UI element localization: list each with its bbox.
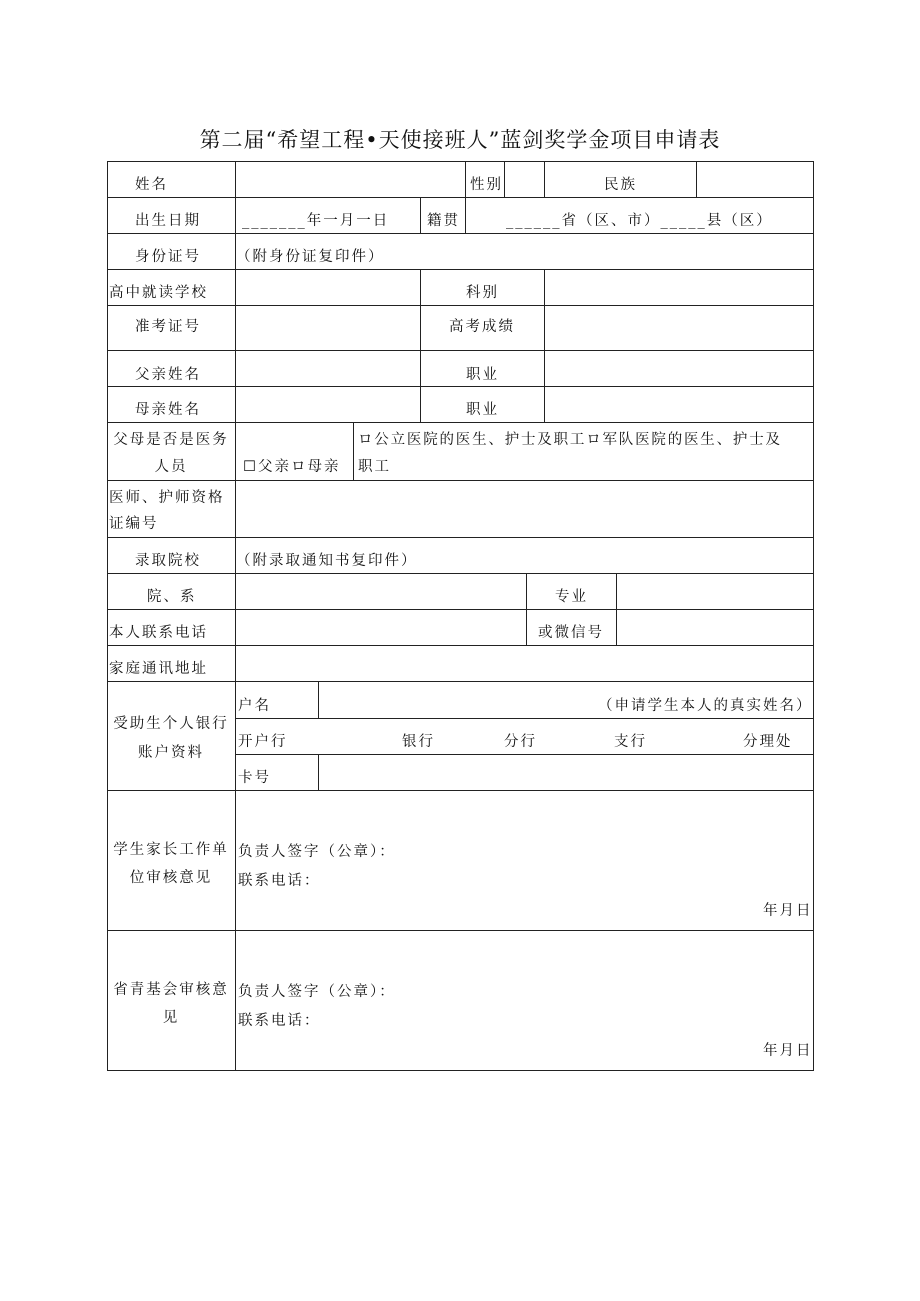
col-divider	[696, 161, 697, 197]
row-divider	[107, 930, 814, 931]
row-divider	[235, 718, 814, 719]
employer-review-label-line1: 学生家长工作单	[113, 842, 229, 858]
row-divider	[107, 480, 814, 481]
col-divider	[420, 197, 421, 233]
row-divider	[107, 305, 814, 306]
account-name-note: （申请学生本人的真实姓名）	[598, 698, 813, 714]
birth-date-label: 出生日期	[135, 213, 201, 229]
row-divider	[107, 537, 814, 538]
mother-occupation-label: 职业	[466, 402, 499, 418]
row-divider	[107, 422, 814, 423]
table-border-left	[107, 161, 108, 1071]
medical-parent-label-line2: 人员	[154, 459, 188, 475]
exam-score-label: 高考成绩	[449, 319, 515, 335]
native-place-blank: ______省（区、市）_____县（区）	[506, 213, 773, 229]
table-border-top	[107, 161, 814, 162]
father-occupation-label: 职业	[466, 367, 499, 383]
col-divider	[465, 197, 466, 233]
row-divider	[107, 573, 814, 574]
admission-notice-note: （附录取通知书复印件）	[236, 553, 418, 569]
bank-branch-label: 开户行	[238, 734, 288, 750]
row-divider	[235, 754, 814, 755]
label-column-divider	[235, 161, 236, 1071]
id-number-label: 身份证号	[135, 249, 201, 265]
row-divider	[107, 609, 814, 610]
col-divider	[353, 422, 354, 480]
bank-info-label-line2: 账户资料	[138, 745, 204, 761]
gender-label: 性别	[470, 177, 503, 193]
row-divider	[107, 269, 814, 270]
medical-parent-checkboxes[interactable]: ☐父亲ロ母亲	[243, 459, 341, 475]
table-border-right	[813, 161, 814, 1071]
col-divider	[465, 161, 466, 197]
employer-date-line: 年月日	[763, 903, 813, 919]
row-divider	[107, 350, 814, 351]
province-date-line: 年月日	[763, 1043, 813, 1059]
name-label: 姓名	[135, 177, 168, 193]
medical-parent-label-line1: 父母是否是医务	[113, 432, 229, 448]
birth-date-blank: _______年一月一日	[242, 213, 390, 229]
id-copy-note: （附身份证复印件）	[236, 249, 385, 265]
account-name-label: 户名	[238, 698, 271, 714]
col-divider	[420, 269, 421, 422]
high-school-label: 高中就读学校	[109, 285, 208, 301]
col-divider	[616, 573, 617, 645]
father-name-label: 父亲姓名	[135, 367, 201, 383]
table-border-bottom	[107, 1070, 814, 1071]
col-divider	[526, 573, 527, 645]
row-divider	[107, 233, 814, 234]
province-phone-line: 联系电话：	[238, 1013, 321, 1029]
department-label: 院、系	[147, 589, 197, 605]
admitted-college-label: 录取院校	[135, 553, 201, 569]
home-address-label: 家庭通讯地址	[109, 661, 208, 677]
row-divider	[107, 790, 814, 791]
subbranch-word: 支行	[614, 734, 647, 750]
province-signature-line: 负责人签字（公章）：	[238, 984, 396, 1000]
subject-label: 科别	[466, 285, 499, 301]
col-divider	[544, 269, 545, 422]
row-divider	[107, 645, 814, 646]
row-divider	[107, 197, 814, 198]
bank-info-label-line1: 受助生个人银行	[113, 716, 229, 732]
medical-type-options-line2: 职工	[358, 459, 391, 475]
medical-type-options-line1[interactable]: ロ公立医院的医生、护士及职工ロ军队医院的医生、护士及	[358, 432, 782, 448]
wechat-label: 或微信号	[538, 625, 604, 641]
col-divider	[318, 681, 319, 718]
employer-signature-line: 负责人签字（公章）：	[238, 844, 396, 860]
office-word: 分理处	[743, 734, 793, 750]
row-divider	[107, 386, 814, 387]
cert-number-label-line2: 证编号	[109, 516, 159, 532]
form-title: 第二届“希望工程•天使接班人”蓝剑奖学金项目申请表	[199, 128, 721, 152]
phone-label: 本人联系电话	[109, 625, 208, 641]
col-divider	[318, 754, 319, 790]
employer-phone-line: 联系电话：	[238, 873, 321, 889]
bank-word: 银行	[402, 734, 435, 750]
major-label: 专业	[555, 589, 588, 605]
native-place-label: 籍贯	[427, 213, 460, 229]
col-divider	[544, 161, 545, 197]
exam-id-label: 准考证号	[135, 319, 201, 335]
employer-review-label-line2: 位审核意见	[129, 870, 213, 886]
cert-number-label-line1: 医师、护师资格	[109, 490, 225, 506]
ethnicity-label: 民族	[604, 177, 637, 193]
mother-name-label: 母亲姓名	[135, 402, 201, 418]
row-divider	[107, 681, 814, 682]
province-review-label-line1: 省青基会审核意	[113, 982, 229, 998]
branch-word: 分行	[504, 734, 537, 750]
col-divider	[504, 161, 505, 197]
province-review-label-line2: 见	[162, 1010, 180, 1026]
card-number-label: 卡号	[238, 770, 271, 786]
